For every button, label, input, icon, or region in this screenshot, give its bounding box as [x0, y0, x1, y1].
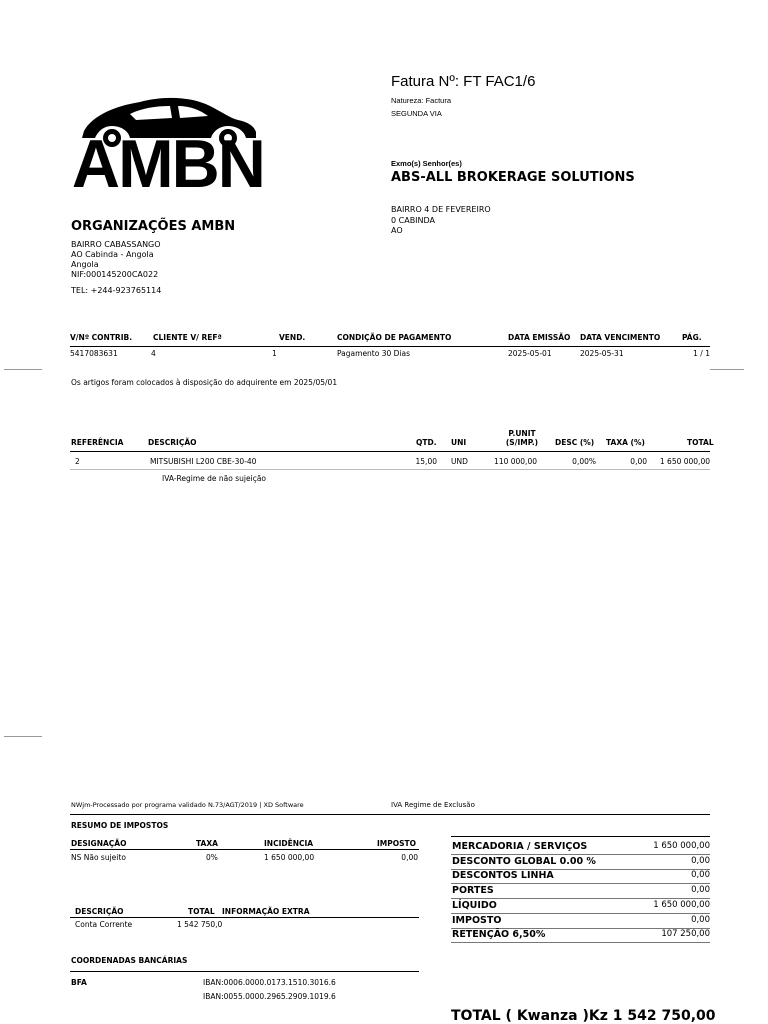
- info-value-issue-date: 2025-05-01: [508, 349, 552, 358]
- item-punit: 110 000,00: [494, 457, 537, 466]
- payment-header-extra: INFORMAÇÃO EXTRA: [222, 907, 310, 916]
- totals-top-rule: [451, 836, 710, 837]
- totals-row-rule: [451, 942, 710, 943]
- totals-value: 107 250,00: [661, 929, 710, 940]
- invoice-nature: Natureza: Factura: [391, 96, 452, 105]
- company-address-line2: AO Cabinda - Angola: [71, 250, 154, 259]
- items-header-punit-line1: P.UNIT: [508, 429, 536, 438]
- totals-value: 1 650 000,00: [653, 841, 710, 851]
- info-header-vend: VEND.: [279, 333, 306, 342]
- totals-label: RETENÇÃO 6,50%: [452, 929, 546, 941]
- items-header-tax: TAXA (%): [606, 438, 645, 447]
- info-value-contrib: 5417083631: [70, 349, 118, 358]
- vat-regime-note: IVA Regime de Exclusão: [391, 801, 475, 809]
- tax-header-rule: [70, 849, 419, 850]
- company-nif: NIF:000145200CA022: [71, 270, 159, 279]
- totals-value: 0,00: [691, 855, 710, 866]
- tax-row-tax: 0,00: [401, 853, 418, 862]
- item-total: 1 650 000,00: [659, 457, 710, 466]
- grand-total: TOTAL ( Kwanza )Kz 1 542 750,00: [451, 1008, 716, 1024]
- client-label: Exmo(s) Senhor(es): [391, 159, 462, 168]
- item-tax: 0,00: [630, 457, 647, 466]
- payment-header-desc: DESCRIÇÃO: [75, 907, 124, 916]
- items-header-punit-line2: (S/IMP.): [505, 438, 539, 447]
- invoice-copy: SEGUNDA VIA: [391, 109, 442, 118]
- tax-summary-title: RESUMO DE IMPOSTOS: [71, 821, 169, 830]
- items-header-qty: QTD.: [416, 438, 437, 447]
- items-header-total: TOTAL: [687, 438, 714, 447]
- client-address-line2: 0 CABINDA: [391, 215, 436, 225]
- info-header-rule: [70, 346, 710, 347]
- info-value-client: 4: [151, 349, 156, 358]
- item-disc: 0,00%: [572, 457, 596, 466]
- items-header-desc: DESCRIÇÃO: [148, 438, 197, 447]
- item-desc: MITSUBISHI L200 CBE-30-40: [150, 457, 257, 466]
- totals-label: DESCONTOS LINHA: [452, 870, 554, 882]
- company-name: ORGANIZAÇÕES AMBN: [71, 219, 236, 234]
- info-header-client: CLIENTE V/ REFª: [153, 333, 222, 342]
- logo-text: AMBN: [71, 126, 264, 202]
- bank-name: BFA: [71, 978, 87, 987]
- totals-label: MERCADORIA / SERVIÇOS: [452, 841, 588, 852]
- client-address-line1: BAIRRO 4 DE FEVEREIRO: [391, 205, 491, 214]
- totals-value: 1 650 000,00: [653, 899, 710, 910]
- availability-note: Os artigos foram colocados à disposição do adquirente em 2025/05/01: [71, 378, 338, 387]
- item-row-rule: [70, 469, 710, 470]
- company-address-line3: Angola: [71, 260, 99, 269]
- bank-iban-2: IBAN:0055.0000.2965.2909.1019.6: [203, 992, 336, 1001]
- info-value-due-date: 2025-05-31: [580, 349, 624, 358]
- tax-header-tax: IMPOSTO: [377, 839, 417, 848]
- info-value-vend: 1: [272, 349, 277, 358]
- tax-header-incidence: INCIDÊNCIA: [264, 839, 314, 848]
- bank-rule: [70, 971, 419, 972]
- totals-label: LÍQUIDO: [452, 899, 497, 911]
- info-header-page: PÁG.: [682, 333, 702, 342]
- client-name: ABS-ALL BROKERAGE SOLUTIONS: [391, 170, 635, 185]
- item-ref: 2: [75, 457, 80, 466]
- items-header-rule: [70, 451, 710, 452]
- tax-row-incidence: 1 650 000,00: [264, 853, 315, 862]
- info-header-contrib: V/Nº CONTRIB.: [70, 333, 133, 342]
- company-address-line1: BAIRRO CABASSANGO: [71, 240, 161, 249]
- totals-value: 0,00: [691, 870, 710, 881]
- info-value-payment: Pagamento 30 Dias: [337, 349, 411, 358]
- totals-value: 0,00: [691, 914, 710, 925]
- company-tel: TEL: +244-923765114: [71, 286, 162, 295]
- item-uni: UND: [451, 457, 468, 466]
- invoice-title: Fatura Nº: FT FAC1/6: [391, 73, 536, 90]
- payment-row-total: 1 542 750,0: [177, 920, 223, 929]
- company-logo: [70, 86, 264, 202]
- totals-label: DESCONTO GLOBAL 0.00 %: [452, 855, 596, 867]
- info-header-payment: CONDIÇÃO DE PAGAMENTO: [337, 333, 452, 342]
- info-header-due-date: DATA VENCIMENTO: [580, 333, 661, 342]
- client-address: [391, 205, 491, 237]
- items-header-total-clip: [660, 436, 714, 450]
- fold-mark-left-bottom: [4, 736, 42, 737]
- totals-label: IMPOSTO: [452, 914, 502, 926]
- payment-header-total: TOTAL: [188, 907, 215, 916]
- software-note: NWjm-Processado por programa validado N.73/AGT/2019 | XD Software: [71, 801, 304, 809]
- tax-header-designation: DESIGNAÇÃO: [71, 839, 127, 848]
- item-qty: 15,00: [415, 457, 437, 466]
- info-value-page: 1 / 1: [693, 349, 710, 358]
- fold-mark-left-top: [4, 369, 42, 370]
- fold-mark-right-top: [710, 369, 744, 370]
- info-header-issue-date: DATA EMISSÃO: [508, 333, 571, 342]
- item-note: IVA-Regime de não sujeição: [162, 474, 267, 483]
- bank-iban-1: IBAN:0006.0000.0173.1510.3016.6: [203, 978, 336, 987]
- bank-title: COORDENADAS BANCÁRIAS: [71, 956, 188, 965]
- payment-row-desc: Conta Corrente: [75, 920, 133, 929]
- company-address: [71, 240, 161, 280]
- footer-rule: [70, 814, 710, 815]
- payment-header-rule: [70, 917, 419, 918]
- totals-value: 0,00: [691, 885, 710, 896]
- tax-header-rate: TAXA: [196, 839, 218, 848]
- tax-row-designation: NS Não sujeito: [71, 853, 126, 862]
- items-header-disc: DESC (%): [555, 438, 595, 447]
- items-header-uni: UNI: [451, 438, 467, 447]
- totals-label: PORTES: [452, 885, 494, 897]
- tax-row-rate: 0%: [206, 853, 218, 862]
- items-header-ref: REFERÊNCIA: [71, 438, 124, 447]
- client-address-line3: AO: [391, 226, 403, 235]
